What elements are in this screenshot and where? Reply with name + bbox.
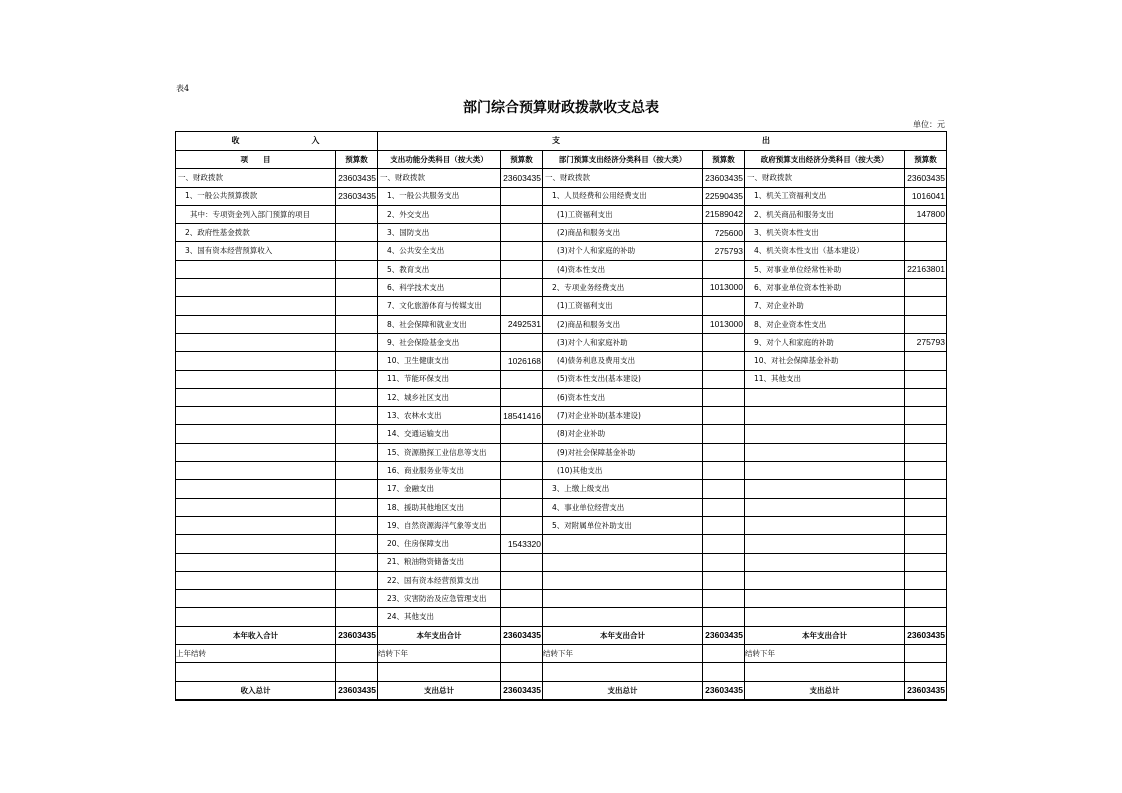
- value-function: 18541416: [501, 407, 543, 425]
- blank-cell: [905, 663, 947, 681]
- item-gov-economic: 一、财政拨款: [745, 169, 905, 187]
- value-income: [336, 498, 378, 516]
- col-header-budget-income: 预算数: [336, 151, 378, 169]
- table-row: [176, 187, 947, 205]
- value-gov-economic: [905, 516, 947, 534]
- year-total-row: [176, 626, 947, 644]
- col-header-budget-dept: 预算数: [703, 151, 745, 169]
- value-income: [336, 388, 378, 406]
- item-dept-economic: (2)商品和服务支出: [543, 224, 703, 242]
- item-gov-economic: [745, 535, 905, 553]
- item-function: 12、城乡社区支出: [378, 388, 501, 406]
- value-dept-economic: [703, 553, 745, 571]
- value-function: [501, 297, 543, 315]
- value-income: [336, 205, 378, 223]
- value-gov-economic: [905, 370, 947, 388]
- item-function: 22、国有资本经营预算支出: [378, 571, 501, 589]
- blank-cell: [703, 663, 745, 681]
- year-total-row-dn: 23603435: [905, 626, 947, 644]
- value-income: [336, 370, 378, 388]
- item-function: 14、交通运输支出: [378, 425, 501, 443]
- table-row: [176, 260, 947, 278]
- item-function: 2、外交支出: [378, 205, 501, 223]
- value-gov-economic: [905, 388, 947, 406]
- value-function: [501, 553, 543, 571]
- value-dept-economic: [703, 480, 745, 498]
- value-gov-economic: [905, 279, 947, 297]
- value-function: [501, 187, 543, 205]
- value-gov-economic: [905, 242, 947, 260]
- item-income: [176, 370, 336, 388]
- page-title: 部门综合预算财政拨款收支总表: [463, 100, 659, 116]
- item-dept-economic: [543, 535, 703, 553]
- item-gov-economic: [745, 590, 905, 608]
- value-income: 23603435: [336, 169, 378, 187]
- item-function: 一、财政拨款: [378, 169, 501, 187]
- value-gov-economic: [905, 480, 947, 498]
- value-gov-economic: [905, 352, 947, 370]
- table-row: [176, 553, 947, 571]
- item-income: [176, 315, 336, 333]
- carry-label-c: 结转下年: [543, 645, 703, 663]
- item-dept-economic: 5、对附属单位补助支出: [543, 516, 703, 534]
- value-dept-economic: [703, 370, 745, 388]
- table-row: [176, 333, 947, 351]
- item-income: [176, 516, 336, 534]
- value-dept-economic: 1013000: [703, 315, 745, 333]
- value-gov-economic: 22163801: [905, 260, 947, 278]
- item-gov-economic: [745, 516, 905, 534]
- value-gov-economic: [905, 443, 947, 461]
- item-gov-economic: 4、机关资本性支出（基本建设）: [745, 242, 905, 260]
- item-dept-economic: (10)其他支出: [543, 462, 703, 480]
- value-dept-economic: 725600: [703, 224, 745, 242]
- value-income: [336, 407, 378, 425]
- value-gov-economic: [905, 608, 947, 626]
- value-function: [501, 370, 543, 388]
- grand-total-row-cn: 23603435: [703, 681, 745, 700]
- table-row: [176, 443, 947, 461]
- item-function: 3、国防支出: [378, 224, 501, 242]
- item-function: 1、一般公共服务支出: [378, 187, 501, 205]
- value-gov-economic: [905, 407, 947, 425]
- value-function: [501, 462, 543, 480]
- item-dept-economic: 2、专项业务经费支出: [543, 279, 703, 297]
- table-row: [176, 352, 947, 370]
- item-function: 6、科学技术支出: [378, 279, 501, 297]
- item-dept-economic: (1)工资福利支出: [543, 205, 703, 223]
- value-dept-economic: [703, 462, 745, 480]
- value-dept-economic: [703, 443, 745, 461]
- table-row: [176, 388, 947, 406]
- item-dept-economic: (3)对个人和家庭补助: [543, 333, 703, 351]
- carry-over-row: [176, 645, 947, 663]
- col-header-function-class: 支出功能分类科目（按大类）: [378, 151, 501, 169]
- item-income: 3、国有资本经营预算收入: [176, 242, 336, 260]
- item-dept-economic: (8)对企业补助: [543, 425, 703, 443]
- carry-value: [336, 645, 378, 663]
- blank-row: [176, 663, 947, 681]
- col-header-budget-gov: 预算数: [905, 151, 947, 169]
- value-dept-economic: [703, 407, 745, 425]
- table-row: [176, 480, 947, 498]
- grand-total-row-an: 23603435: [336, 681, 378, 700]
- item-gov-economic: [745, 388, 905, 406]
- item-function: 8、社会保障和就业支出: [378, 315, 501, 333]
- table-row: [176, 571, 947, 589]
- value-function: [501, 333, 543, 351]
- item-function: 4、公共安全支出: [378, 242, 501, 260]
- value-dept-economic: [703, 297, 745, 315]
- item-function: 24、其他支出: [378, 608, 501, 626]
- value-dept-economic: [703, 608, 745, 626]
- item-dept-economic: [543, 553, 703, 571]
- value-function: [501, 205, 543, 223]
- item-income: [176, 498, 336, 516]
- value-function: 2492531: [501, 315, 543, 333]
- value-gov-economic: 147800: [905, 205, 947, 223]
- item-dept-economic: [543, 571, 703, 589]
- value-dept-economic: [703, 260, 745, 278]
- table-row: [176, 370, 947, 388]
- item-gov-economic: [745, 443, 905, 461]
- value-gov-economic: 23603435: [905, 169, 947, 187]
- item-gov-economic: [745, 462, 905, 480]
- table-row: [176, 169, 947, 187]
- value-dept-economic: [703, 590, 745, 608]
- value-income: [336, 443, 378, 461]
- value-dept-economic: [703, 498, 745, 516]
- value-function: [501, 388, 543, 406]
- value-dept-economic: [703, 425, 745, 443]
- table-row: [176, 425, 947, 443]
- blank-cell: [378, 663, 501, 681]
- value-income: [336, 352, 378, 370]
- value-dept-economic: 21589042: [703, 205, 745, 223]
- table-row: [176, 462, 947, 480]
- col-header-dept-economic-class: 部门预算支出经济分类科目（按大类）: [543, 151, 703, 169]
- item-gov-economic: [745, 571, 905, 589]
- item-dept-economic: (7)对企业补助(基本建设): [543, 407, 703, 425]
- year-total-row-a: 本年收入合计: [176, 626, 336, 644]
- item-income: [176, 388, 336, 406]
- value-dept-economic: [703, 352, 745, 370]
- item-function: 11、节能环保支出: [378, 370, 501, 388]
- value-dept-economic: 275793: [703, 242, 745, 260]
- carry-value: [703, 645, 745, 663]
- value-function: [501, 242, 543, 260]
- value-gov-economic: [905, 315, 947, 333]
- value-gov-economic: 1016041: [905, 187, 947, 205]
- item-dept-economic: (5)资本性支出(基本建设): [543, 370, 703, 388]
- item-function: 16、商业服务业等支出: [378, 462, 501, 480]
- item-income: [176, 425, 336, 443]
- item-dept-economic: 一、财政拨款: [543, 169, 703, 187]
- col-header-item: 项 目: [176, 151, 336, 169]
- value-dept-economic: [703, 571, 745, 589]
- item-income: [176, 407, 336, 425]
- value-function: [501, 480, 543, 498]
- value-income: 23603435: [336, 187, 378, 205]
- item-gov-economic: 6、对事业单位资本性补助: [745, 279, 905, 297]
- item-function: 10、卫生健康支出: [378, 352, 501, 370]
- item-income: [176, 535, 336, 553]
- value-income: [336, 425, 378, 443]
- item-function: 15、资源勘探工业信息等支出: [378, 443, 501, 461]
- value-function: [501, 590, 543, 608]
- value-function: [501, 498, 543, 516]
- value-function: 23603435: [501, 169, 543, 187]
- item-income: [176, 260, 336, 278]
- value-gov-economic: [905, 571, 947, 589]
- blank-cell: [501, 663, 543, 681]
- blank-cell: [176, 663, 336, 681]
- item-dept-economic: (3)对个人和家庭的补助: [543, 242, 703, 260]
- value-income: [336, 553, 378, 571]
- value-income: [336, 333, 378, 351]
- item-dept-economic: [543, 590, 703, 608]
- grand-total-row-c: 支出总计: [543, 681, 703, 700]
- value-function: [501, 224, 543, 242]
- item-function: 23、灾害防治及应急管理支出: [378, 590, 501, 608]
- budget-summary-table: [175, 131, 947, 701]
- item-gov-economic: 8、对企业资本性支出: [745, 315, 905, 333]
- carry-label-a: 上年结转: [176, 645, 336, 663]
- item-gov-economic: [745, 407, 905, 425]
- blank-cell: [336, 663, 378, 681]
- item-function: 13、农林水支出: [378, 407, 501, 425]
- table-row: [176, 535, 947, 553]
- table-row: [176, 205, 947, 223]
- item-dept-economic: (6)资本性支出: [543, 388, 703, 406]
- value-gov-economic: [905, 498, 947, 516]
- table-row: [176, 608, 947, 626]
- item-gov-economic: 5、对事业单位经常性补助: [745, 260, 905, 278]
- value-dept-economic: [703, 388, 745, 406]
- item-dept-economic: 4、事业单位经营支出: [543, 498, 703, 516]
- item-gov-economic: [745, 608, 905, 626]
- carry-value: [501, 645, 543, 663]
- item-gov-economic: 9、对个人和家庭的补助: [745, 333, 905, 351]
- item-gov-economic: 2、机关商品和服务支出: [745, 205, 905, 223]
- item-gov-economic: [745, 553, 905, 571]
- table-row: [176, 590, 947, 608]
- grand-total-row-b: 支出总计: [378, 681, 501, 700]
- item-income: [176, 553, 336, 571]
- year-total-row-d: 本年支出合计: [745, 626, 905, 644]
- table-row: [176, 224, 947, 242]
- year-total-row-bn: 23603435: [501, 626, 543, 644]
- value-dept-economic: 23603435: [703, 169, 745, 187]
- carry-label-d: 结转下年: [745, 645, 905, 663]
- grand-total-row-d: 支出总计: [745, 681, 905, 700]
- value-function: 1026168: [501, 352, 543, 370]
- item-income: 一、财政拨款: [176, 169, 336, 187]
- year-total-row-an: 23603435: [336, 626, 378, 644]
- col-header-gov-economic-class: 政府预算支出经济分类科目（按大类）: [745, 151, 905, 169]
- item-gov-economic: [745, 498, 905, 516]
- grand-total-row: [176, 681, 947, 700]
- table-number: 表4: [176, 84, 190, 93]
- item-function: 7、文化旅游体育与传媒支出: [378, 297, 501, 315]
- item-income: [176, 333, 336, 351]
- item-function: 18、援助其他地区支出: [378, 498, 501, 516]
- item-dept-economic: (1)工资福利支出: [543, 297, 703, 315]
- item-income: [176, 480, 336, 498]
- value-income: [336, 571, 378, 589]
- value-dept-economic: 1013000: [703, 279, 745, 297]
- value-income: [336, 242, 378, 260]
- blank-cell: [745, 663, 905, 681]
- carry-value: [905, 645, 947, 663]
- value-gov-economic: [905, 462, 947, 480]
- value-income: [336, 297, 378, 315]
- grand-total-row-bn: 23603435: [501, 681, 543, 700]
- group-header-income: 收 入: [176, 132, 378, 151]
- item-income: [176, 352, 336, 370]
- value-gov-economic: 275793: [905, 333, 947, 351]
- year-total-row-cn: 23603435: [703, 626, 745, 644]
- value-dept-economic: 22590435: [703, 187, 745, 205]
- value-function: [501, 443, 543, 461]
- value-function: [501, 571, 543, 589]
- value-dept-economic: [703, 333, 745, 351]
- blank-cell: [543, 663, 703, 681]
- grand-total-row-dn: 23603435: [905, 681, 947, 700]
- item-gov-economic: 1、机关工资福利支出: [745, 187, 905, 205]
- item-dept-economic: 3、上缴上级支出: [543, 480, 703, 498]
- item-function: 9、社会保险基金支出: [378, 333, 501, 351]
- value-function: [501, 260, 543, 278]
- item-gov-economic: 3、机关资本性支出: [745, 224, 905, 242]
- item-dept-economic: (4)资本性支出: [543, 260, 703, 278]
- item-income: [176, 279, 336, 297]
- item-income: 其中：专项资金列入部门预算的项目: [176, 205, 336, 223]
- table-row: [176, 516, 947, 534]
- value-gov-economic: [905, 425, 947, 443]
- item-dept-economic: [543, 608, 703, 626]
- item-function: 19、自然资源海洋气象等支出: [378, 516, 501, 534]
- table-row: [176, 279, 947, 297]
- item-dept-economic: (9)对社会保障基金补助: [543, 443, 703, 461]
- table-row: [176, 242, 947, 260]
- value-function: [501, 516, 543, 534]
- value-income: [336, 535, 378, 553]
- table-row: [176, 407, 947, 425]
- col-header-budget-function: 预算数: [501, 151, 543, 169]
- value-income: [336, 608, 378, 626]
- item-dept-economic: (4)债务利息及费用支出: [543, 352, 703, 370]
- carry-label-b: 结转下年: [378, 645, 501, 663]
- item-income: [176, 608, 336, 626]
- item-income: [176, 297, 336, 315]
- item-function: 17、金融支出: [378, 480, 501, 498]
- item-gov-economic: 7、对企业补助: [745, 297, 905, 315]
- value-income: [336, 279, 378, 297]
- item-function: 21、粮油物资储备支出: [378, 553, 501, 571]
- item-income: 2、政府性基金拨款: [176, 224, 336, 242]
- value-income: [336, 516, 378, 534]
- value-income: [336, 480, 378, 498]
- item-gov-economic: [745, 425, 905, 443]
- value-income: [336, 590, 378, 608]
- item-income: [176, 462, 336, 480]
- item-income: [176, 443, 336, 461]
- item-income: 1、一般公共预算拨款: [176, 187, 336, 205]
- item-dept-economic: 1、人员经费和公用经费支出: [543, 187, 703, 205]
- item-gov-economic: [745, 480, 905, 498]
- value-dept-economic: [703, 535, 745, 553]
- item-function: 5、教育支出: [378, 260, 501, 278]
- table-row: [176, 498, 947, 516]
- value-gov-economic: [905, 590, 947, 608]
- year-total-row-c: 本年支出合计: [543, 626, 703, 644]
- item-function: 20、住房保障支出: [378, 535, 501, 553]
- value-function: [501, 425, 543, 443]
- item-gov-economic: 10、对社会保障基金补助: [745, 352, 905, 370]
- value-function: [501, 279, 543, 297]
- value-income: [336, 260, 378, 278]
- item-income: [176, 590, 336, 608]
- value-gov-economic: [905, 535, 947, 553]
- value-income: [336, 462, 378, 480]
- item-dept-economic: (2)商品和服务支出: [543, 315, 703, 333]
- value-function: 1543320: [501, 535, 543, 553]
- unit-label: 单位：元: [913, 120, 945, 129]
- grand-total-row-a: 收入总计: [176, 681, 336, 700]
- value-income: [336, 224, 378, 242]
- value-gov-economic: [905, 224, 947, 242]
- value-dept-economic: [703, 516, 745, 534]
- table-row: [176, 315, 947, 333]
- table-row: [176, 297, 947, 315]
- value-income: [336, 315, 378, 333]
- value-gov-economic: [905, 297, 947, 315]
- year-total-row-b: 本年支出合计: [378, 626, 501, 644]
- item-gov-economic: 11、其他支出: [745, 370, 905, 388]
- item-income: [176, 571, 336, 589]
- value-gov-economic: [905, 553, 947, 571]
- value-function: [501, 608, 543, 626]
- group-header-expense: 支 出: [378, 132, 947, 151]
